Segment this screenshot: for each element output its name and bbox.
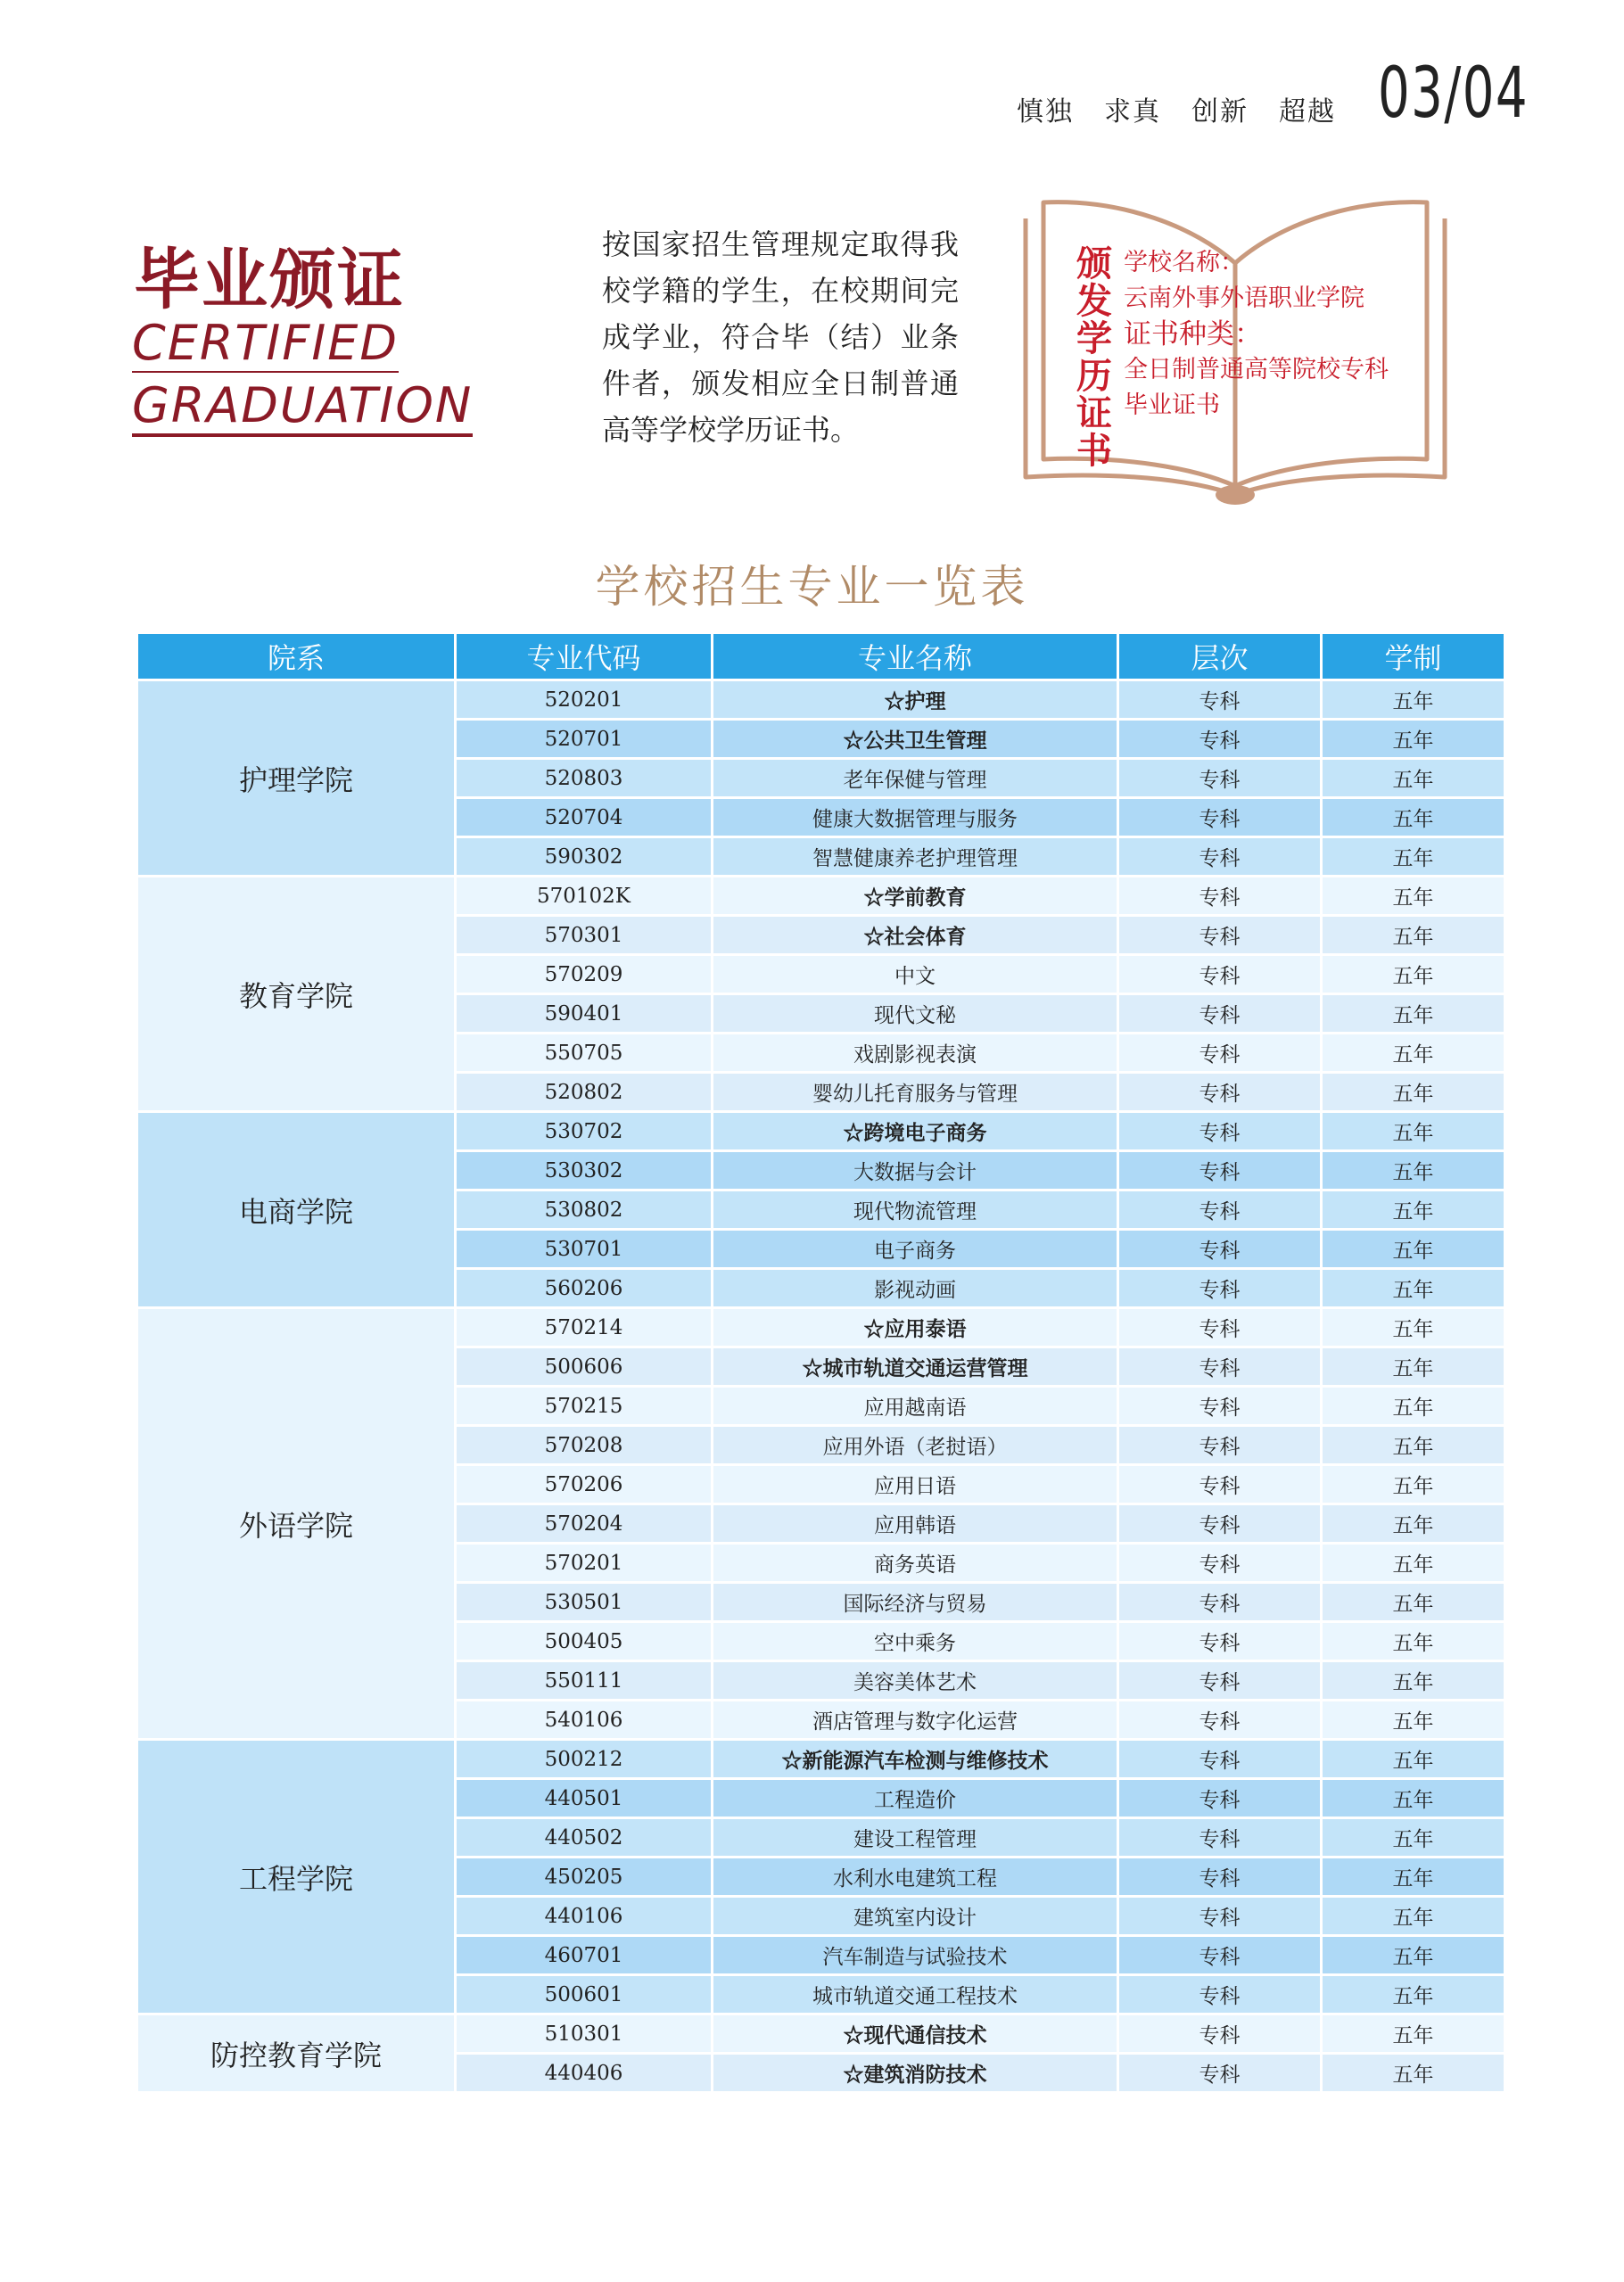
certificate-details (1124, 245, 1463, 424)
major-code-cell: 440501 (456, 1779, 713, 1818)
duration-cell: 五年 (1322, 1190, 1505, 1230)
duration-cell: 五年 (1322, 837, 1505, 877)
level-cell: 专科 (1118, 1073, 1322, 1112)
duration-cell: 五年 (1322, 1583, 1505, 1622)
duration-cell: 五年 (1322, 916, 1505, 955)
level-cell: 专科 (1118, 837, 1322, 877)
major-name-cell: 水利水电建筑工程 (713, 1858, 1118, 1897)
major-name-cell: 中文 (713, 955, 1118, 994)
duration-cell: 五年 (1322, 955, 1505, 994)
duration-cell: 五年 (1322, 1112, 1505, 1151)
certificate-vertical-title: 颁发学历证书 (1076, 243, 1112, 472)
level-cell: 专科 (1118, 1583, 1322, 1622)
level-cell: 专科 (1118, 1622, 1322, 1661)
duration-cell: 五年 (1322, 1073, 1505, 1112)
major-code-cell: 550111 (456, 1661, 713, 1701)
major-code-cell: 530701 (456, 1230, 713, 1269)
level-cell: 专科 (1118, 1230, 1322, 1269)
level-cell: 专科 (1118, 1465, 1322, 1504)
table-title: 学校招生专业一览表 (595, 561, 1029, 613)
level-cell: 专科 (1118, 2014, 1322, 2054)
major-code-cell: 570208 (456, 1426, 713, 1465)
major-code-cell: 530802 (456, 1190, 713, 1230)
level-cell: 专科 (1118, 877, 1322, 916)
motto-word: 求真 (1104, 96, 1161, 128)
major-code-cell: 570201 (456, 1544, 713, 1583)
major-code-cell: 450205 (456, 1858, 713, 1897)
duration-cell: 五年 (1322, 877, 1505, 916)
major-name-cell: 老年保健与管理 (713, 759, 1118, 798)
section-title: 毕业颁证 (134, 242, 405, 318)
level-cell: 专科 (1118, 1190, 1322, 1230)
intro-paragraph: 按国家招生管理规定取得我校学籍的学生，在校期间完成学业，符合毕（结）业条件者，颁发相应全日制普通高等学校学历证书。 (602, 227, 959, 447)
level-cell: 专科 (1118, 1151, 1322, 1190)
duration-cell: 五年 (1322, 1465, 1505, 1504)
major-name-cell: 大数据与会计 (713, 1151, 1118, 1190)
duration-cell: 五年 (1322, 1151, 1505, 1190)
major-name-cell: ☆现代通信技术 (713, 2014, 1118, 2054)
level-cell: 专科 (1118, 1269, 1322, 1308)
table-row (137, 680, 1505, 720)
major-code-cell: 500606 (456, 1347, 713, 1387)
major-code-cell: 530501 (456, 1583, 713, 1622)
major-name-cell: 应用韩语 (713, 1504, 1118, 1544)
major-name-cell: 现代物流管理 (713, 1190, 1118, 1230)
duration-cell: 五年 (1322, 759, 1505, 798)
major-code-cell: 530702 (456, 1112, 713, 1151)
title-en-line1: CERTIFIED (132, 315, 399, 371)
level-cell: 专科 (1118, 759, 1322, 798)
level-cell: 专科 (1118, 994, 1322, 1034)
major-code-cell: 550705 (456, 1034, 713, 1073)
department-cell: 护理学院 (137, 680, 456, 877)
department-cell: 防控教育学院 (137, 2014, 456, 2093)
duration-cell: 五年 (1322, 1269, 1505, 1308)
duration-cell: 五年 (1322, 1622, 1505, 1661)
table-header-row (137, 633, 1505, 680)
major-name-cell: 应用日语 (713, 1465, 1118, 1504)
column-header: 专业代码 (456, 633, 713, 680)
level-cell: 专科 (1118, 1112, 1322, 1151)
duration-cell: 五年 (1322, 1740, 1505, 1779)
duration-cell: 五年 (1322, 1858, 1505, 1897)
major-name-cell: 酒店管理与数字化运营 (713, 1701, 1118, 1740)
certificate-type-line1: 全日制普通高等院校专科 (1124, 356, 1389, 383)
major-code-cell: 570204 (456, 1504, 713, 1544)
major-name-cell: 工程造价 (713, 1779, 1118, 1818)
majors-table (136, 631, 1506, 2094)
school-label: 学校名称： (1124, 249, 1244, 276)
level-cell: 专科 (1118, 720, 1322, 759)
major-code-cell: 570102K (456, 877, 713, 916)
major-name-cell: ☆护理 (713, 680, 1118, 720)
major-code-cell: 500405 (456, 1622, 713, 1661)
level-cell: 专科 (1118, 2054, 1322, 2093)
motto-word: 超越 (1279, 96, 1336, 128)
major-name-cell: ☆建筑消防技术 (713, 2054, 1118, 2093)
major-code-cell: 520201 (456, 680, 713, 720)
duration-cell: 五年 (1322, 2054, 1505, 2093)
level-cell: 专科 (1118, 1387, 1322, 1426)
duration-cell: 五年 (1322, 1504, 1505, 1544)
major-name-cell: 婴幼儿托育服务与管理 (713, 1073, 1118, 1112)
major-name-cell: 戏剧影视表演 (713, 1034, 1118, 1073)
major-name-cell: 空中乘务 (713, 1622, 1118, 1661)
major-name-cell: 智慧健康养老护理管理 (713, 837, 1118, 877)
major-name-cell: 影视动画 (713, 1269, 1118, 1308)
duration-cell: 五年 (1322, 994, 1505, 1034)
major-code-cell: 440502 (456, 1818, 713, 1858)
level-cell: 专科 (1118, 1308, 1322, 1347)
department-cell: 外语学院 (137, 1308, 456, 1740)
major-name-cell: 城市轨道交通工程技术 (713, 1975, 1118, 2014)
duration-cell: 五年 (1322, 1230, 1505, 1269)
major-name-cell: 健康大数据管理与服务 (713, 798, 1118, 837)
certificate-type-label: 证书种类： (1124, 318, 1262, 350)
level-cell: 专科 (1118, 1818, 1322, 1858)
major-code-cell: 570215 (456, 1387, 713, 1426)
level-cell: 专科 (1118, 916, 1322, 955)
major-name-cell: ☆社会体育 (713, 916, 1118, 955)
major-name-cell: ☆应用泰语 (713, 1308, 1118, 1347)
level-cell: 专科 (1118, 955, 1322, 994)
duration-cell: 五年 (1322, 1661, 1505, 1701)
duration-cell: 五年 (1322, 1701, 1505, 1740)
motto (1017, 89, 1338, 128)
level-cell: 专科 (1118, 680, 1322, 720)
duration-cell: 五年 (1322, 798, 1505, 837)
level-cell: 专科 (1118, 1740, 1322, 1779)
level-cell: 专科 (1118, 1936, 1322, 1975)
column-header: 专业名称 (713, 633, 1118, 680)
major-name-cell: 现代文秘 (713, 994, 1118, 1034)
major-code-cell: 570214 (456, 1308, 713, 1347)
major-name-cell: 汽车制造与试验技术 (713, 1936, 1118, 1975)
level-cell: 专科 (1118, 1975, 1322, 2014)
duration-cell: 五年 (1322, 1975, 1505, 2014)
major-code-cell: 440406 (456, 2054, 713, 2093)
duration-cell: 五年 (1322, 1818, 1505, 1858)
duration-cell: 五年 (1322, 1426, 1505, 1465)
level-cell: 专科 (1118, 1504, 1322, 1544)
major-name-cell: 建设工程管理 (713, 1818, 1118, 1858)
level-cell: 专科 (1118, 1661, 1322, 1701)
page-number: 03/04 (1378, 54, 1529, 134)
major-code-cell: 520704 (456, 798, 713, 837)
duration-cell: 五年 (1322, 1387, 1505, 1426)
level-cell: 专科 (1118, 1347, 1322, 1387)
major-code-cell: 590401 (456, 994, 713, 1034)
section-title-english (132, 312, 507, 437)
table-row (137, 1740, 1505, 1779)
table-row (137, 877, 1505, 916)
table-row (137, 2014, 1505, 2054)
duration-cell: 五年 (1322, 1936, 1505, 1975)
major-code-cell: 500212 (456, 1740, 713, 1779)
major-code-cell: 440106 (456, 1897, 713, 1936)
major-code-cell: 590302 (456, 837, 713, 877)
major-name-cell: 电子商务 (713, 1230, 1118, 1269)
duration-cell: 五年 (1322, 1897, 1505, 1936)
level-cell: 专科 (1118, 798, 1322, 837)
major-name-cell: 应用外语（老挝语） (713, 1426, 1118, 1465)
major-name-cell: ☆城市轨道交通运营管理 (713, 1347, 1118, 1387)
duration-cell: 五年 (1322, 2014, 1505, 2054)
major-code-cell: 520803 (456, 759, 713, 798)
table-row (137, 1308, 1505, 1347)
major-name-cell: 美容美体艺术 (713, 1661, 1118, 1701)
duration-cell: 五年 (1322, 1544, 1505, 1583)
level-cell: 专科 (1118, 1897, 1322, 1936)
major-code-cell: 570209 (456, 955, 713, 994)
table-body (137, 680, 1505, 2093)
duration-cell: 五年 (1322, 1308, 1505, 1347)
duration-cell: 五年 (1322, 720, 1505, 759)
department-cell: 电商学院 (137, 1112, 456, 1308)
level-cell: 专科 (1118, 1034, 1322, 1073)
duration-cell: 五年 (1322, 1347, 1505, 1387)
motto-word: 创新 (1191, 96, 1249, 128)
major-name-cell: ☆学前教育 (713, 877, 1118, 916)
level-cell: 专科 (1118, 1426, 1322, 1465)
major-code-cell: 520701 (456, 720, 713, 759)
major-code-cell: 520802 (456, 1073, 713, 1112)
major-code-cell: 510301 (456, 2014, 713, 2054)
school-name: 云南外事外语职业学院 (1124, 284, 1364, 312)
major-code-cell: 560206 (456, 1269, 713, 1308)
title-en-line2: GRADUATION (132, 378, 473, 437)
column-header: 院系 (137, 633, 456, 680)
major-name-cell: 建筑室内设计 (713, 1897, 1118, 1936)
major-code-cell: 500601 (456, 1975, 713, 2014)
major-code-cell: 460701 (456, 1936, 713, 1975)
major-name-cell: 国际经济与贸易 (713, 1583, 1118, 1622)
table-row (137, 1112, 1505, 1151)
certificate-type-line2: 毕业证书 (1124, 391, 1220, 419)
duration-cell: 五年 (1322, 680, 1505, 720)
major-name-cell: ☆公共卫生管理 (713, 720, 1118, 759)
department-cell: 工程学院 (137, 1740, 456, 2014)
major-code-cell: 540106 (456, 1701, 713, 1740)
level-cell: 专科 (1118, 1701, 1322, 1740)
major-code-cell: 570301 (456, 916, 713, 955)
major-name-cell: 应用越南语 (713, 1387, 1118, 1426)
level-cell: 专科 (1118, 1544, 1322, 1583)
major-name-cell: 商务英语 (713, 1544, 1118, 1583)
duration-cell: 五年 (1322, 1779, 1505, 1818)
column-header: 层次 (1118, 633, 1322, 680)
certificate-book (999, 192, 1471, 508)
major-name-cell: ☆跨境电子商务 (713, 1112, 1118, 1151)
major-name-cell: ☆新能源汽车检测与维修技术 (713, 1740, 1118, 1779)
level-cell: 专科 (1118, 1779, 1322, 1818)
column-header: 学制 (1322, 633, 1505, 680)
major-code-cell: 570206 (456, 1465, 713, 1504)
department-cell: 教育学院 (137, 877, 456, 1112)
duration-cell: 五年 (1322, 1034, 1505, 1073)
level-cell: 专科 (1118, 1858, 1322, 1897)
motto-word: 慎独 (1017, 96, 1074, 128)
major-code-cell: 530302 (456, 1151, 713, 1190)
